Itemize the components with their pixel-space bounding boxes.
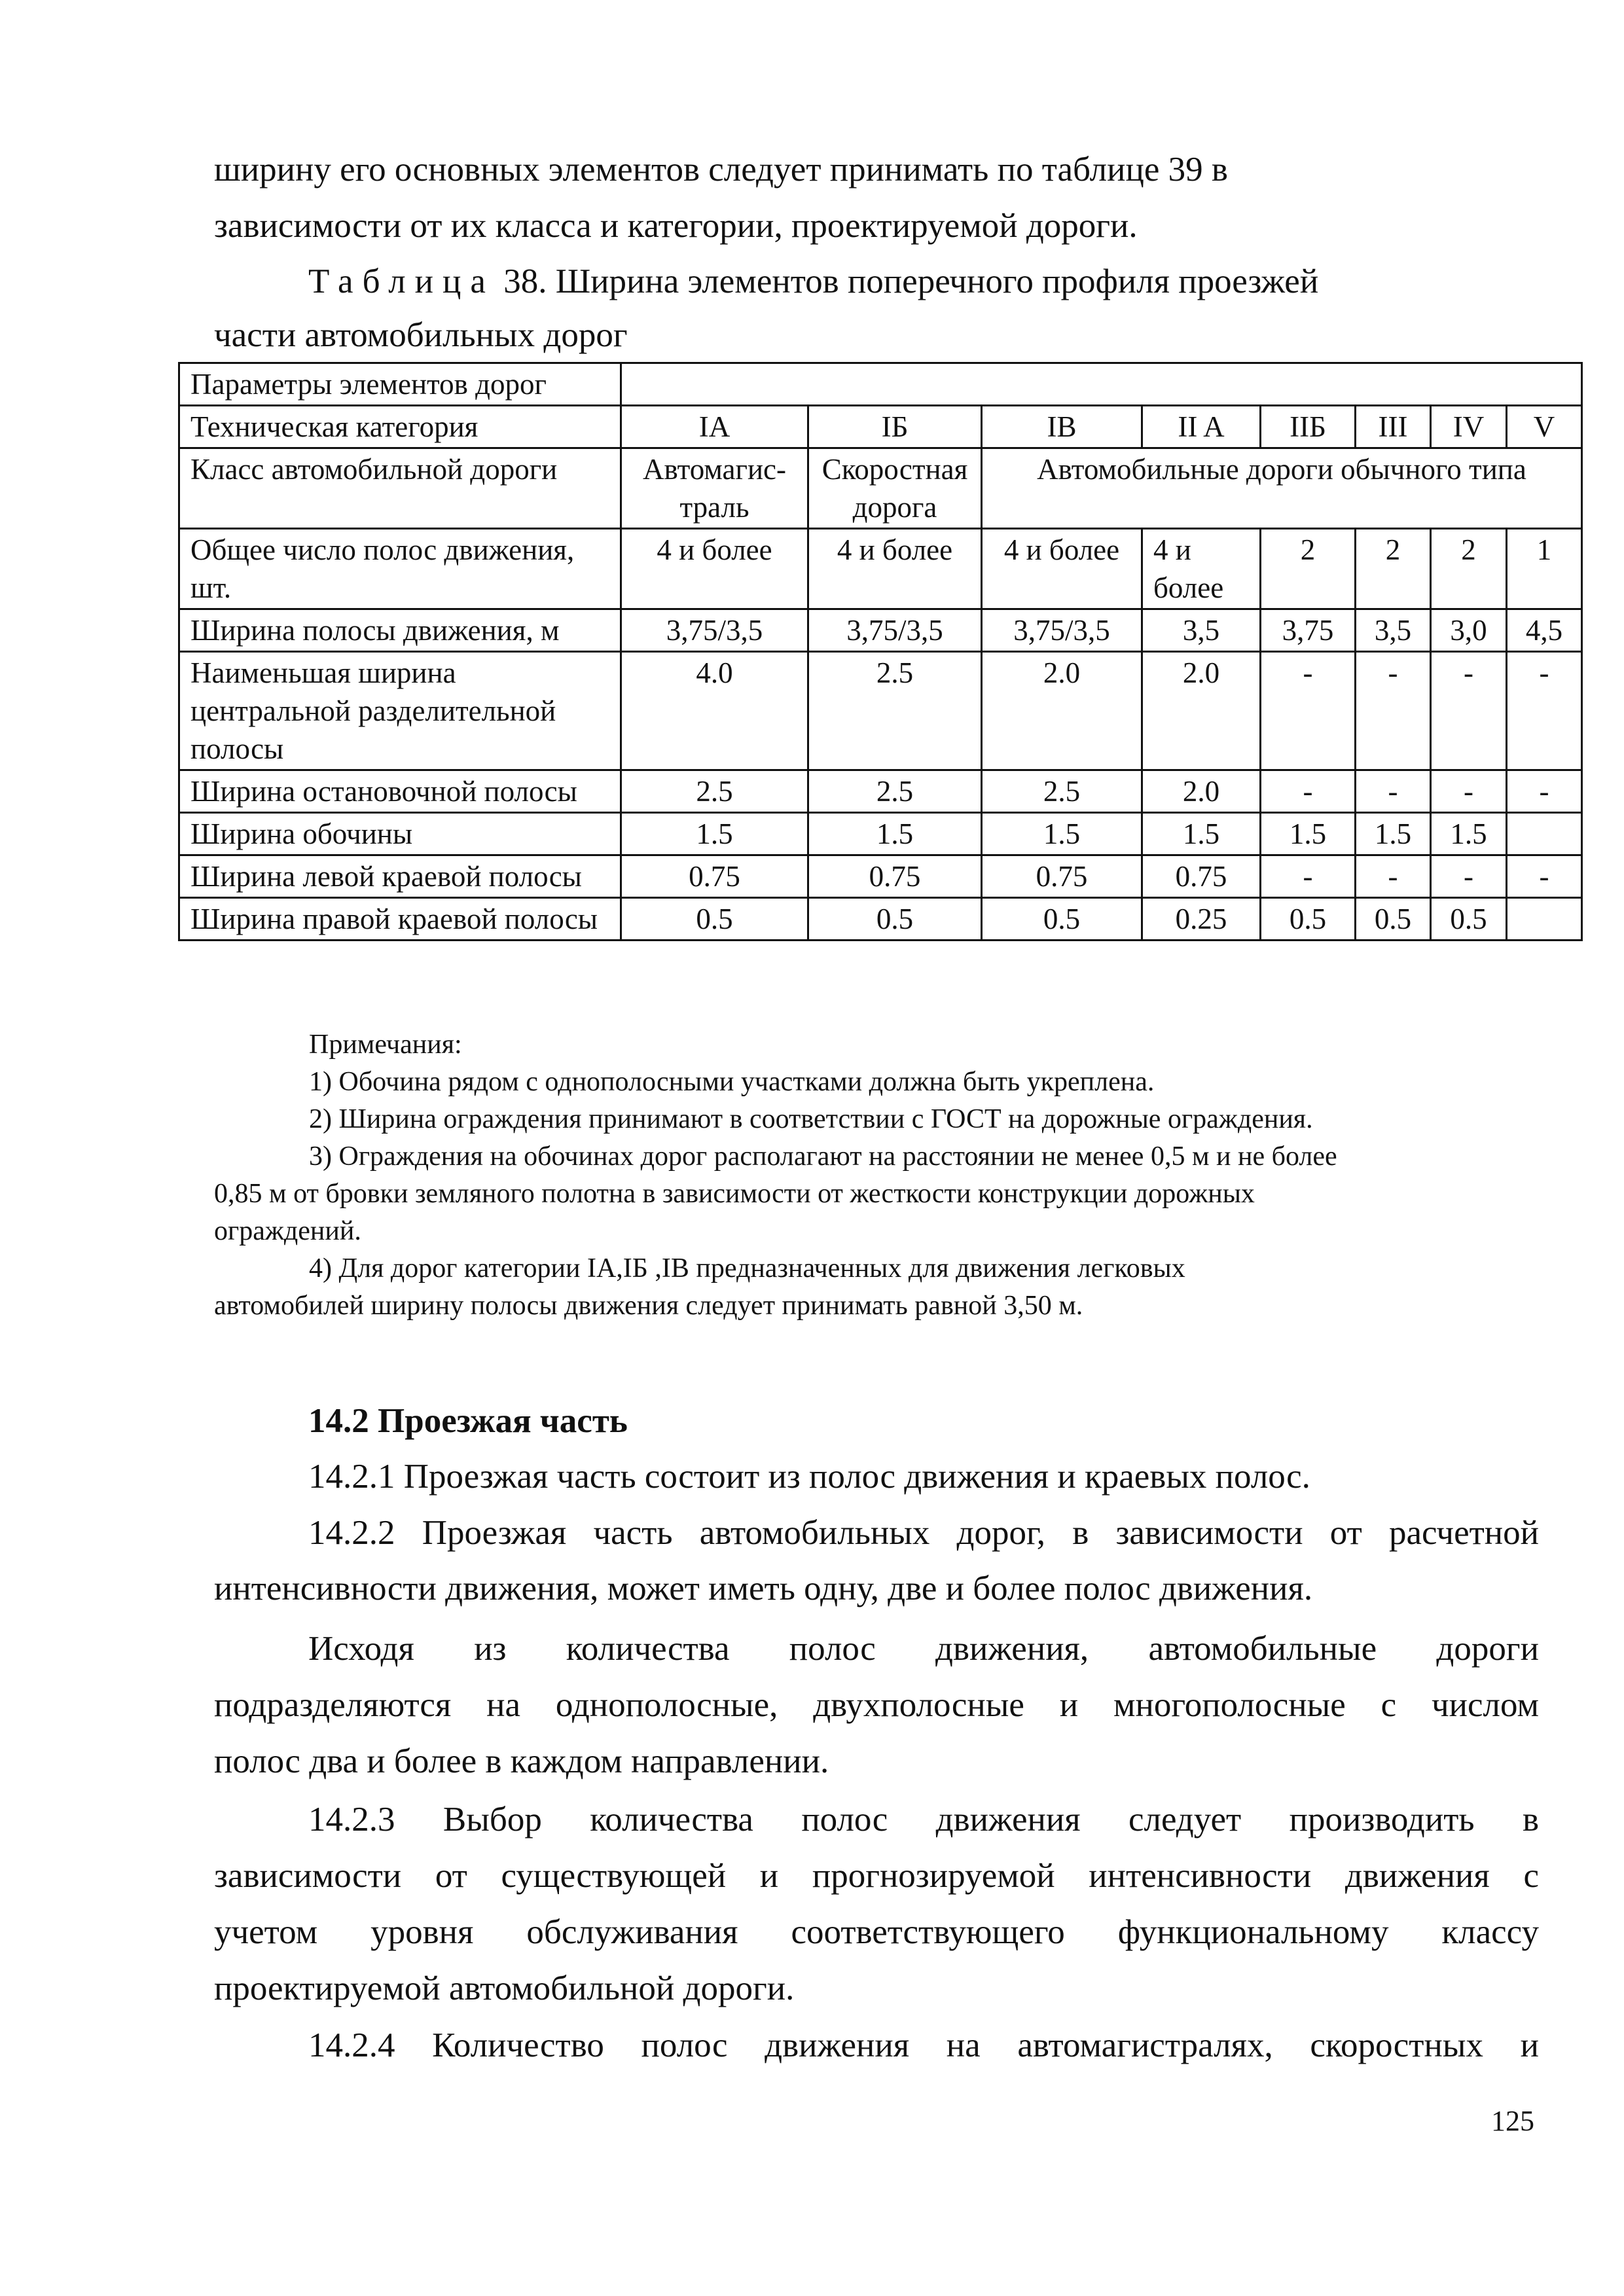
table-row <box>179 448 1582 529</box>
table-cell: 0.25 <box>1142 898 1261 941</box>
row-label: Параметры элементов дорог <box>179 363 621 406</box>
table-cell: IIБ <box>1261 406 1356 448</box>
table-cell: 2.5 <box>621 770 808 813</box>
row-label: Ширина полосы движения, м <box>179 609 621 652</box>
table-cell: - <box>1356 770 1431 813</box>
table-row <box>179 770 1582 813</box>
table-cell: - <box>1356 855 1431 898</box>
paragraph-14-2-3-line-4: проектируемой автомобильной дороги. <box>214 1969 795 2007</box>
table-cell: II A <box>1142 406 1261 448</box>
table-cell: 2.5 <box>808 770 982 813</box>
paragraph-14-2-4-line-1: 14.2.4 Количество полос движения на автомагистралях, скоростных и <box>308 2026 1539 2064</box>
table-caption-title: 38. Ширина элементов поперечного профиля проезжей <box>494 262 1319 300</box>
table-cell: 4 и более <box>621 529 808 609</box>
table-cell: 3,75 <box>1261 609 1356 652</box>
note-3-line-1: 3) Ограждения на обочинах дорог располагают на расстоянии не менее 0,5 м и не более <box>309 1141 1337 1172</box>
note-3-line-2: 0,85 м от бровки земляного полотна в зависимости от жесткости конструкции дорожных <box>214 1179 1255 1209</box>
table-row <box>179 855 1582 898</box>
paragraph-14-2-3-line-3: учетом уровня обслуживания соответствующего функциональному классу <box>214 1913 1539 1951</box>
table-cell: 4 и более <box>1142 529 1261 609</box>
table-cell: 4 и более <box>808 529 982 609</box>
paragraph-14-2-2-line-1: 14.2.2 Проезжая часть автомобильных дорог, в зависимости от расчетной <box>308 1514 1539 1552</box>
table-cell: - <box>1356 652 1431 770</box>
row-label: Общее число полос движения, шт. <box>179 529 621 609</box>
table-cell: III <box>1356 406 1431 448</box>
table-row <box>179 609 1582 652</box>
row-label: Ширина обочины <box>179 813 621 855</box>
table-cell: 3,0 <box>1431 609 1507 652</box>
paragraph-14-2-3-line-1: 14.2.3 Выбор количества полос движения следует производить в <box>308 1801 1539 1839</box>
table-cell: 2.0 <box>1142 652 1261 770</box>
note-4-line-1: 4) Для дорог категории IA,IБ ,IB предназначенных для движения легковых <box>309 1253 1185 1283</box>
table-cell: IV <box>1431 406 1507 448</box>
table-row <box>179 898 1582 941</box>
table-cell: - <box>1261 652 1356 770</box>
table-cell: 0.5 <box>1261 898 1356 941</box>
table-cell: 2 <box>1431 529 1507 609</box>
section-heading: 14.2 Проезжая часть <box>308 1402 628 1440</box>
intro-line-1: ширину его основных элементов следует принимать по таблице 39 в <box>214 151 1228 188</box>
table-cell: 1 <box>1507 529 1582 609</box>
paragraph-lanes-line-3: полос два и более в каждом направлении. <box>214 1742 829 1780</box>
table-cell: 1.5 <box>1356 813 1431 855</box>
table-cell: V <box>1507 406 1582 448</box>
row-label: Ширина правой краевой полосы <box>179 898 621 941</box>
intro-line-2: зависимости от их класса и категории, проектируемой дороги. <box>214 207 1138 245</box>
table-cell: - <box>1431 770 1507 813</box>
paragraph-14-2-1: 14.2.1 Проезжая часть состоит из полос движения и краевых полос. <box>308 1458 1310 1496</box>
table-cell: 0.75 <box>808 855 982 898</box>
note-1: 1) Обочина рядом с однополосными участками должна быть укреплена. <box>309 1067 1155 1097</box>
road-elements-table <box>178 362 1583 941</box>
table-row <box>179 406 1582 448</box>
page-number: 125 <box>1491 2105 1534 2137</box>
table-cell: 3,5 <box>1356 609 1431 652</box>
table-cell: 2 <box>1356 529 1431 609</box>
table-cell: 0.75 <box>982 855 1142 898</box>
paragraph-14-2-3-line-2: зависимости от существующей и прогнозируемой интенсивности движения с <box>214 1857 1539 1895</box>
note-4-line-2: автомобилей ширину полосы движения следует принимать равной 3,50 м. <box>214 1291 1083 1321</box>
row-label: Ширина остановочной полосы <box>179 770 621 813</box>
paragraph-lanes-line-2: подразделяются на однополосные, двухполосные и многополосные с числом <box>214 1686 1539 1724</box>
table-cell <box>621 363 1582 406</box>
table-cell: 0.5 <box>1431 898 1507 941</box>
table-cell: 0.75 <box>621 855 808 898</box>
table-cell: IB <box>982 406 1142 448</box>
note-3-line-3: ограждений. <box>214 1216 361 1246</box>
table-cell: 4.0 <box>621 652 808 770</box>
table-cell: 2.0 <box>1142 770 1261 813</box>
table-cell: 1.5 <box>621 813 808 855</box>
table-cell: 3,5 <box>1142 609 1261 652</box>
table-cell: 3,75/3,5 <box>982 609 1142 652</box>
table-cell: - <box>1431 855 1507 898</box>
table-cell: - <box>1261 770 1356 813</box>
paragraph-14-2-2-line-2: интенсивности движения, может иметь одну, две и более полос движения. <box>214 1570 1313 1607</box>
table-cell: - <box>1507 855 1582 898</box>
table-cell: IA <box>621 406 808 448</box>
table-cell: 4 и более <box>982 529 1142 609</box>
table-cell: 1.5 <box>808 813 982 855</box>
table-cell: 0.5 <box>982 898 1142 941</box>
table-cell: 2.5 <box>808 652 982 770</box>
table-cell: 0.5 <box>1356 898 1431 941</box>
table-cell: Скоростная дорога <box>808 448 982 529</box>
table-caption-line-2: части автомобильных дорог <box>214 316 628 354</box>
table-cell <box>1507 813 1582 855</box>
row-label: Ширина левой краевой полосы <box>179 855 621 898</box>
table-caption-word: Таблица <box>308 262 495 300</box>
table-cell: - <box>1507 770 1582 813</box>
table-cell: - <box>1431 652 1507 770</box>
table-cell: 0.75 <box>1142 855 1261 898</box>
table-cell: - <box>1507 652 1582 770</box>
table-cell: 0.5 <box>621 898 808 941</box>
row-label: Наименьшая ширина центральной разделительной полосы <box>179 652 621 770</box>
table-row <box>179 652 1582 770</box>
table-cell: 3,75/3,5 <box>808 609 982 652</box>
row-label: Техническая категория <box>179 406 621 448</box>
notes-title: Примечания: <box>309 1030 462 1060</box>
table-cell: 0.5 <box>808 898 982 941</box>
table-cell: Автомобильные дороги обычного типа <box>982 448 1582 529</box>
table-cell: IБ <box>808 406 982 448</box>
table-cell: Автомагис-траль <box>621 448 808 529</box>
table-cell: 4,5 <box>1507 609 1582 652</box>
table-row <box>179 529 1582 609</box>
paragraph-lanes-line-1: Исходя из количества полос движения, автомобильные дороги <box>308 1630 1539 1668</box>
table-cell <box>1507 898 1582 941</box>
table-cell: 2.0 <box>982 652 1142 770</box>
table-cell: 1.5 <box>1431 813 1507 855</box>
table-cell: 1.5 <box>1261 813 1356 855</box>
table-caption <box>308 253 1318 310</box>
table-cell: 1.5 <box>1142 813 1261 855</box>
row-label: Класс автомобильной дороги <box>179 448 621 529</box>
table-cell: 3,75/3,5 <box>621 609 808 652</box>
table-cell: - <box>1261 855 1356 898</box>
table-row <box>179 813 1582 855</box>
table-cell: 1.5 <box>982 813 1142 855</box>
note-2: 2) Ширина ограждения принимают в соответствии с ГОСТ на дорожные ограждения. <box>309 1104 1313 1134</box>
table-row <box>179 363 1582 406</box>
table-cell: 2.5 <box>982 770 1142 813</box>
table-cell: 2 <box>1261 529 1356 609</box>
